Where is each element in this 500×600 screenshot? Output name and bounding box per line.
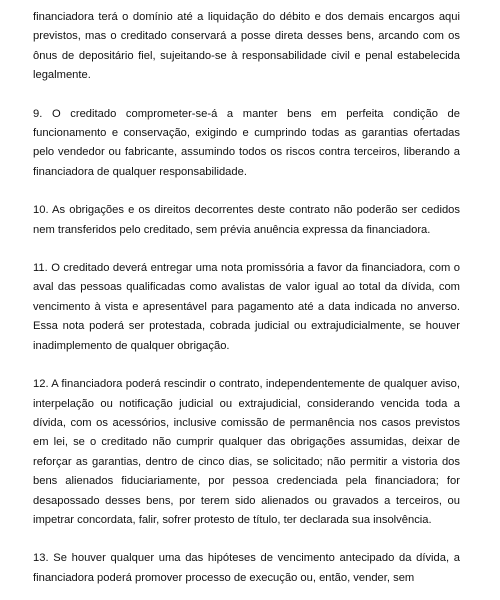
document-body — [33, 0, 460, 588]
paragraph-clause-9: 9. O creditado comprometer-se-á a manter bens em perfeita condição de funcionamento e conservação, exigindo e cumprindo todas as garantias ofertadas pelo vendedor ou fabricante, assumindo todos os riscos contra terceiros, liberando a financiadora de qualquer responsabilidade. — [33, 107, 460, 178]
paragraph-clause-11: 11. O creditado deverá entregar uma nota promissória a favor da financiadora, com o aval das pessoas qualificadas como avalistas de valor igual ao total da dívida, com vencimento à vista e apresentável para pagamento até a data indicada no anverso. Essa nota poderá ser protestada, cobrada judicial ou extrajudicialmente, se houver inadimplemento de qualquer obrigação. — [33, 262, 460, 352]
paragraph-gap — [33, 86, 460, 105]
paragraph-gap — [33, 240, 460, 259]
paragraph-continuation: financiadora terá o domínio até a liquidação do débito e dos demais encargos aqui previstos, mas o creditado conservará a posse direta desses bens, arcando com os ônus de depositário fiel, sujeitando-se à responsabilidade civil e penal estabelecida legalmente. — [33, 11, 460, 82]
paragraph-gap — [33, 356, 460, 375]
paragraph-clause-10: 10. As obrigações e os direitos decorrentes deste contrato não poderão ser cedidos nem transferidos pelo creditado, sem prévia anuência expressa da financiadora. — [33, 204, 460, 236]
paragraph-gap — [33, 530, 460, 549]
paragraph-gap — [33, 182, 460, 201]
paragraph-clause-13: 13. Se houver qualquer uma das hipóteses de vencimento antecipado da dívida, a financiadora poderá promover processo de execução ou, então, vender, sem — [33, 552, 460, 584]
paragraph-clause-12: 12. A financiadora poderá rescindir o contrato, independentemente de qualquer aviso, interpelação ou notificação judicial ou extrajudicial, considerando vencida toda a dívida, com os acessórios, inclusive comissão de permanência nos casos previstos em lei, se o creditado não cumprir qualquer das obrigações assumidas, deixar de reforçar as garantias, dentro de cinco dias, se solicitado; não permitir a vistoria dos bens alienados fiduciariamente, por pessoa credenciada pela financiadora; for desapossado desses bens, por terem sido alienados ou gravados a terceiros, ou impetrar concordata, falir, sofrer protesto de título, ter declarada sua insolvência. — [33, 378, 460, 526]
